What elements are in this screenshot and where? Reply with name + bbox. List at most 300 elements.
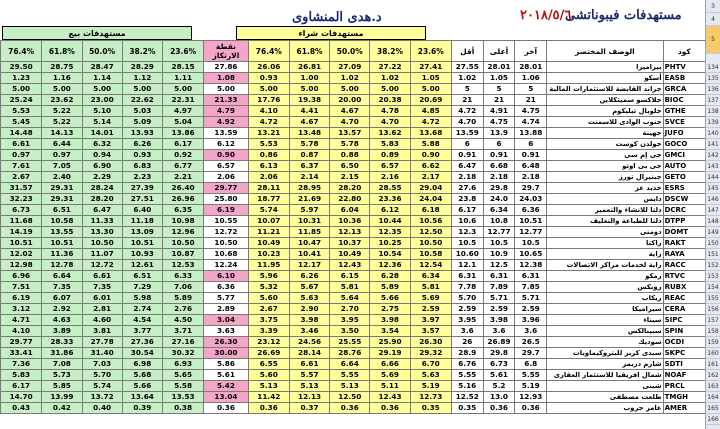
cell-code[interactable]: NOAF — [663, 370, 705, 381]
cell-buy-23[interactable]: 13.68 — [410, 128, 451, 139]
cell-sell-23[interactable]: 0.38 — [162, 403, 203, 414]
cell-buy-50[interactable]: 6.15 — [330, 271, 370, 282]
cell-buy-23[interactable]: 5.88 — [410, 139, 451, 150]
cell-sell-50[interactable]: 12.72 — [82, 260, 122, 271]
cell-buy-61[interactable]: 2.90 — [289, 304, 329, 315]
cell-buy-38[interactable]: 5.83 — [370, 139, 410, 150]
cell-buy-76[interactable]: 17.76 — [248, 95, 289, 106]
cell-sell-50[interactable]: 6.01 — [82, 293, 122, 304]
cell-pivot[interactable]: 26.30 — [204, 337, 248, 348]
table-row[interactable] — [1, 194, 706, 205]
cell-sell-38[interactable]: 13.64 — [122, 392, 162, 403]
table-row[interactable] — [1, 150, 706, 161]
cell-sell-23[interactable]: 6.17 — [162, 139, 203, 150]
cell-buy-50[interactable]: 28.20 — [330, 183, 370, 194]
cell-description[interactable]: راية — [547, 249, 663, 260]
cell-high[interactable]: 13.9 — [483, 128, 515, 139]
cell-sell-23[interactable]: 5.00 — [162, 84, 203, 95]
cell-high[interactable]: 10.9 — [483, 249, 515, 260]
cell-buy-76[interactable]: 3.75 — [248, 315, 289, 326]
row-number[interactable]: 159 — [707, 339, 719, 346]
cell-buy-50[interactable]: 0.36 — [330, 403, 370, 414]
cell-buy-38[interactable]: 3.98 — [370, 315, 410, 326]
cell-buy-38[interactable]: 10.25 — [370, 238, 410, 249]
cell-code[interactable]: GETO — [663, 172, 705, 183]
cell-buy-23[interactable]: 26.30 — [410, 337, 451, 348]
cell-buy-76[interactable]: 10.07 — [248, 216, 289, 227]
cell-buy-23[interactable]: 27.41 — [410, 62, 451, 73]
cell-buy-23[interactable]: 2.59 — [410, 304, 451, 315]
cell-low[interactable]: 5.55 — [451, 370, 483, 381]
cell-buy-61[interactable]: 5.67 — [289, 282, 329, 293]
cell-high[interactable]: 7.89 — [483, 282, 515, 293]
cell-buy-76[interactable]: 5.96 — [248, 271, 289, 282]
cell-buy-50[interactable]: 6.50 — [330, 161, 370, 172]
cell-code[interactable]: RTVC — [663, 271, 705, 282]
cell-sell-61[interactable]: 10.58 — [42, 216, 82, 227]
cell-buy-38[interactable]: 6.12 — [370, 205, 410, 216]
cell-last[interactable]: 12.38 — [515, 260, 547, 271]
cell-buy-61[interactable]: 10.47 — [289, 238, 329, 249]
cell-description[interactable]: جى بى اوتو — [547, 161, 663, 172]
cell-buy-61[interactable]: 12.17 — [289, 260, 329, 271]
table-row[interactable] — [1, 282, 706, 293]
cell-buy-38[interactable]: 0.36 — [370, 403, 410, 414]
cell-low[interactable]: 27.55 — [451, 62, 483, 73]
cell-buy-50[interactable]: 6.64 — [330, 359, 370, 370]
table-row[interactable] — [1, 359, 706, 370]
table-row[interactable] — [1, 337, 706, 348]
cell-buy-38[interactable]: 13.62 — [370, 128, 410, 139]
cell-sell-76[interactable]: 0.43 — [1, 403, 42, 414]
cell-buy-61[interactable]: 12.13 — [289, 392, 329, 403]
cell-sell-23[interactable]: 27.16 — [162, 337, 203, 348]
row-number[interactable]: 164 — [707, 394, 719, 401]
table-row[interactable] — [1, 205, 706, 216]
row-number[interactable]: 161 — [707, 361, 719, 368]
cell-sell-23[interactable]: 3.71 — [162, 326, 203, 337]
cell-pivot[interactable]: 30.00 — [204, 348, 248, 359]
cell-buy-38[interactable]: 10.54 — [370, 249, 410, 260]
cell-sell-61[interactable]: 7.05 — [42, 161, 82, 172]
cell-sell-50[interactable]: 28.47 — [82, 62, 122, 73]
cell-buy-38[interactable]: 12.43 — [370, 392, 410, 403]
cell-buy-50[interactable]: 3.95 — [330, 315, 370, 326]
cell-high[interactable]: 26.89 — [483, 337, 515, 348]
cell-sell-38[interactable]: 7.29 — [122, 282, 162, 293]
cell-description[interactable]: شينى — [547, 381, 663, 392]
cell-sell-76[interactable]: 3.12 — [1, 304, 42, 315]
cell-code[interactable]: DCRC — [663, 205, 705, 216]
row-number[interactable]: 134 — [707, 64, 719, 71]
cell-sell-23[interactable]: 13.86 — [162, 128, 203, 139]
cell-buy-76[interactable]: 10.23 — [248, 249, 289, 260]
cell-buy-61[interactable]: 10.41 — [289, 249, 329, 260]
cell-code[interactable]: AUTO — [663, 161, 705, 172]
cell-sell-23[interactable]: 12.96 — [162, 227, 203, 238]
cell-buy-76[interactable]: 2.06 — [248, 172, 289, 183]
cell-buy-76[interactable]: 0.93 — [248, 73, 289, 84]
cell-buy-61[interactable]: 3.46 — [289, 326, 329, 337]
row-number[interactable]: 136 — [707, 86, 719, 93]
cell-buy-50[interactable]: 5.64 — [330, 293, 370, 304]
table-row[interactable] — [1, 370, 706, 381]
cell-last[interactable]: 4.75 — [515, 106, 547, 117]
cell-buy-50[interactable]: 22.80 — [330, 194, 370, 205]
row-number[interactable]: 154 — [707, 284, 719, 291]
cell-sell-38[interactable]: 5.03 — [122, 106, 162, 117]
cell-sell-76[interactable]: 2.67 — [1, 172, 42, 183]
cell-sell-23[interactable]: 5.65 — [162, 370, 203, 381]
cell-code[interactable]: TMGH — [663, 392, 705, 403]
table-row[interactable] — [1, 381, 706, 392]
row-number[interactable]: 148 — [707, 218, 719, 225]
cell-buy-23[interactable]: 3.57 — [410, 326, 451, 337]
cell-sell-50[interactable]: 31.40 — [82, 348, 122, 359]
cell-low[interactable]: 12.3 — [451, 227, 483, 238]
cell-buy-76[interactable]: 5.60 — [248, 370, 289, 381]
cell-code[interactable]: PHTV — [663, 62, 705, 73]
cell-buy-76[interactable]: 13.21 — [248, 128, 289, 139]
table-row[interactable] — [1, 183, 706, 194]
cell-buy-38[interactable]: 0.89 — [370, 150, 410, 161]
cell-buy-50[interactable]: 5.55 — [330, 370, 370, 381]
cell-sell-50[interactable]: 2.81 — [82, 304, 122, 315]
cell-pivot[interactable]: 13.04 — [204, 392, 248, 403]
cell-buy-76[interactable]: 4.10 — [248, 106, 289, 117]
table-row[interactable] — [1, 392, 706, 403]
cell-buy-61[interactable]: 4.67 — [289, 117, 329, 128]
cell-buy-50[interactable]: 3.50 — [330, 326, 370, 337]
cell-buy-76[interactable]: 3.39 — [248, 326, 289, 337]
cell-sell-50[interactable]: 11.33 — [82, 216, 122, 227]
cell-sell-50[interactable]: 5.74 — [82, 381, 122, 392]
table-row[interactable] — [1, 304, 706, 315]
cell-code[interactable]: CERA — [663, 304, 705, 315]
cell-sell-76[interactable]: 33.41 — [1, 348, 42, 359]
cell-code[interactable]: RACC — [663, 260, 705, 271]
cell-code[interactable]: ESRS — [663, 183, 705, 194]
table-row[interactable] — [1, 128, 706, 139]
table-row[interactable] — [1, 73, 706, 84]
cell-sell-61[interactable]: 23.62 — [42, 95, 82, 106]
cell-code[interactable]: DSCW — [663, 194, 705, 205]
cell-pivot[interactable]: 25.80 — [204, 194, 248, 205]
cell-sell-50[interactable]: 0.40 — [82, 403, 122, 414]
cell-low[interactable]: 21 — [451, 95, 483, 106]
cell-last[interactable]: 29.7 — [515, 183, 547, 194]
cell-description[interactable]: رمكو — [547, 271, 663, 282]
cell-buy-38[interactable]: 5.00 — [370, 84, 410, 95]
cell-sell-38[interactable]: 6.40 — [122, 205, 162, 216]
cell-sell-76[interactable]: 5.45 — [1, 117, 42, 128]
cell-sell-61[interactable]: 3.89 — [42, 326, 82, 337]
cell-buy-23[interactable]: 5.00 — [410, 84, 451, 95]
cell-low[interactable]: 3.95 — [451, 315, 483, 326]
cell-low[interactable]: 2.59 — [451, 304, 483, 315]
cell-sell-61[interactable]: 6.51 — [42, 205, 82, 216]
table-row[interactable] — [1, 249, 706, 260]
cell-buy-76[interactable]: 6.13 — [248, 161, 289, 172]
cell-buy-61[interactable]: 11.85 — [289, 227, 329, 238]
cell-last[interactable]: 4.74 — [515, 117, 547, 128]
cell-buy-23[interactable]: 12.54 — [410, 260, 451, 271]
table-row[interactable] — [1, 293, 706, 304]
cell-sell-61[interactable]: 5.00 — [42, 84, 82, 95]
row-number[interactable]: 137 — [707, 97, 719, 104]
cell-high[interactable]: 12.77 — [483, 227, 515, 238]
cell-pivot[interactable]: 5.77 — [204, 293, 248, 304]
cell-pivot[interactable]: 3.63 — [204, 326, 248, 337]
cell-description[interactable]: جهينة — [547, 128, 663, 139]
cell-pivot[interactable]: 10.50 — [204, 238, 248, 249]
row-number[interactable]: 158 — [707, 328, 719, 335]
cell-sell-76[interactable]: 14.48 — [1, 128, 42, 139]
cell-last[interactable]: 29.7 — [515, 348, 547, 359]
cell-description[interactable]: دومتى — [547, 227, 663, 238]
cell-buy-61[interactable]: 5.97 — [289, 205, 329, 216]
cell-low[interactable]: 6.76 — [451, 359, 483, 370]
cell-sell-38[interactable]: 10.51 — [122, 238, 162, 249]
cell-description[interactable]: دلتا للانشاء والتعمير — [547, 205, 663, 216]
table-row[interactable] — [1, 106, 706, 117]
table-row[interactable] — [1, 238, 706, 249]
cell-last[interactable]: 3.6 — [515, 326, 547, 337]
cell-code[interactable]: GOCO — [663, 139, 705, 150]
cell-code[interactable]: SPIN — [663, 326, 705, 337]
cell-sell-23[interactable]: 28.15 — [162, 62, 203, 73]
cell-pivot[interactable]: 1.08 — [204, 73, 248, 84]
cell-buy-61[interactable]: 0.37 — [289, 403, 329, 414]
cell-low[interactable]: 2.18 — [451, 172, 483, 183]
cell-sell-38[interactable]: 5.09 — [122, 117, 162, 128]
cell-sell-50[interactable]: 5.00 — [82, 84, 122, 95]
cell-buy-50[interactable]: 10.49 — [330, 249, 370, 260]
cell-sell-76[interactable]: 7.51 — [1, 282, 42, 293]
cell-sell-50[interactable]: 7.03 — [82, 359, 122, 370]
cell-sell-76[interactable]: 6.61 — [1, 139, 42, 150]
cell-sell-50[interactable]: 14.01 — [82, 128, 122, 139]
cell-sell-50[interactable]: 23.00 — [82, 95, 122, 106]
cell-sell-61[interactable]: 28.75 — [42, 62, 82, 73]
cell-buy-38[interactable]: 6.66 — [370, 359, 410, 370]
cell-high[interactable]: 6.34 — [483, 205, 515, 216]
cell-sell-76[interactable]: 29.77 — [1, 337, 42, 348]
cell-last[interactable]: 2.59 — [515, 304, 547, 315]
cell-sell-61[interactable]: 5.73 — [42, 370, 82, 381]
cell-buy-61[interactable]: 6.37 — [289, 161, 329, 172]
cell-buy-50[interactable]: 5.00 — [330, 84, 370, 95]
cell-last[interactable]: 28.01 — [515, 62, 547, 73]
cell-high[interactable]: 5.61 — [483, 370, 515, 381]
cell-sell-76[interactable]: 5.83 — [1, 370, 42, 381]
row-number[interactable]: 135 — [707, 75, 719, 82]
row-number[interactable]: 153 — [707, 273, 719, 280]
cell-buy-38[interactable]: 25.90 — [370, 337, 410, 348]
row-number[interactable]: 145 — [707, 185, 719, 192]
cell-last[interactable]: 6.8 — [515, 359, 547, 370]
cell-buy-50[interactable]: 12.13 — [330, 227, 370, 238]
cell-code[interactable]: DTPP — [663, 216, 705, 227]
cell-sell-61[interactable]: 11.36 — [42, 249, 82, 260]
cell-code[interactable]: GTHE — [663, 106, 705, 117]
cell-sell-38[interactable]: 6.83 — [122, 161, 162, 172]
cell-last[interactable]: 10.65 — [515, 249, 547, 260]
cell-buy-23[interactable]: 6.18 — [410, 205, 451, 216]
cell-buy-50[interactable]: 5.13 — [330, 381, 370, 392]
cell-pivot[interactable]: 5.86 — [204, 359, 248, 370]
cell-last[interactable]: 12.77 — [515, 227, 547, 238]
cell-buy-76[interactable]: 18.77 — [248, 194, 289, 205]
cell-buy-38[interactable]: 6.57 — [370, 161, 410, 172]
cell-low[interactable]: 3.6 — [451, 326, 483, 337]
table-row[interactable] — [1, 260, 706, 271]
cell-sell-50[interactable]: 10.50 — [82, 238, 122, 249]
cell-buy-50[interactable]: 10.37 — [330, 238, 370, 249]
cell-buy-61[interactable]: 5.63 — [289, 293, 329, 304]
cell-sell-50[interactable]: 13.30 — [82, 227, 122, 238]
cell-low[interactable]: 5.16 — [451, 381, 483, 392]
cell-buy-61[interactable]: 26.81 — [289, 62, 329, 73]
cell-pivot[interactable]: 2.89 — [204, 304, 248, 315]
cell-sell-61[interactable]: 7.35 — [42, 282, 82, 293]
cell-sell-23[interactable]: 5.89 — [162, 293, 203, 304]
cell-buy-50[interactable]: 1.02 — [330, 73, 370, 84]
cell-sell-23[interactable]: 10.87 — [162, 249, 203, 260]
cell-pivot[interactable]: 4.92 — [204, 117, 248, 128]
cell-pivot[interactable]: 0.36 — [204, 403, 248, 414]
cell-sell-76[interactable]: 0.97 — [1, 150, 42, 161]
cell-sell-23[interactable]: 4.97 — [162, 106, 203, 117]
cell-buy-76[interactable]: 11.21 — [248, 227, 289, 238]
cell-buy-38[interactable]: 2.75 — [370, 304, 410, 315]
cell-pivot[interactable]: 21.33 — [204, 95, 248, 106]
cell-buy-23[interactable]: 6.34 — [410, 271, 451, 282]
cell-buy-76[interactable]: 23.12 — [248, 337, 289, 348]
row-number[interactable]: 163 — [707, 383, 719, 390]
cell-description[interactable]: راكتا — [547, 238, 663, 249]
cell-pivot[interactable]: 6.36 — [204, 282, 248, 293]
row-number[interactable]: 139 — [707, 119, 719, 126]
cell-buy-61[interactable]: 24.56 — [289, 337, 329, 348]
cell-sell-61[interactable]: 29.31 — [42, 183, 82, 194]
cell-pivot[interactable]: 6.10 — [204, 271, 248, 282]
cell-sell-61[interactable]: 0.97 — [42, 150, 82, 161]
cell-pivot[interactable]: 12.72 — [204, 227, 248, 238]
cell-buy-23[interactable]: 2.17 — [410, 172, 451, 183]
cell-buy-61[interactable]: 28.14 — [289, 348, 329, 359]
cell-buy-23[interactable]: 5.19 — [410, 381, 451, 392]
cell-sell-50[interactable]: 11.07 — [82, 249, 122, 260]
cell-buy-61[interactable]: 10.31 — [289, 216, 329, 227]
cell-description[interactable]: سيناء — [547, 315, 663, 326]
cell-sell-61[interactable]: 7.08 — [42, 359, 82, 370]
cell-sell-23[interactable]: 5.58 — [162, 381, 203, 392]
cell-description[interactable]: جينيرال تورز — [547, 172, 663, 183]
cell-buy-38[interactable]: 12.36 — [370, 260, 410, 271]
cell-last[interactable]: 0.36 — [515, 403, 547, 414]
cell-sell-76[interactable]: 12.98 — [1, 260, 42, 271]
cell-sell-23[interactable]: 2.21 — [162, 172, 203, 183]
cell-high[interactable]: 5.2 — [483, 381, 515, 392]
cell-sell-61[interactable]: 0.42 — [42, 403, 82, 414]
cell-buy-38[interactable]: 1.02 — [370, 73, 410, 84]
cell-sell-61[interactable]: 6.44 — [42, 139, 82, 150]
cell-buy-50[interactable]: 28.76 — [330, 348, 370, 359]
table-row[interactable] — [1, 172, 706, 183]
cell-last[interactable]: 7.85 — [515, 282, 547, 293]
cell-buy-38[interactable]: 6.28 — [370, 271, 410, 282]
cell-sell-23[interactable]: 2.76 — [162, 304, 203, 315]
cell-buy-76[interactable]: 26.06 — [248, 62, 289, 73]
cell-buy-76[interactable]: 5.60 — [248, 293, 289, 304]
cell-high[interactable]: 6 — [483, 139, 515, 150]
cell-sell-38[interactable]: 10.93 — [122, 249, 162, 260]
cell-sell-61[interactable]: 29.31 — [42, 194, 82, 205]
cell-sell-38[interactable]: 30.54 — [122, 348, 162, 359]
cell-pivot[interactable]: 5.00 — [204, 84, 248, 95]
cell-buy-23[interactable]: 10.58 — [410, 249, 451, 260]
cell-buy-76[interactable]: 5.00 — [248, 84, 289, 95]
cell-description[interactable]: جنوب الوادى للاسمنت — [547, 117, 663, 128]
cell-pivot[interactable]: 27.86 — [204, 62, 248, 73]
cell-sell-38[interactable]: 22.62 — [122, 95, 162, 106]
cell-sell-23[interactable]: 5.04 — [162, 117, 203, 128]
cell-high[interactable]: 29.8 — [483, 348, 515, 359]
cell-description[interactable]: جلاكسو سميثكلاين — [547, 95, 663, 106]
cell-buy-76[interactable]: 4.72 — [248, 117, 289, 128]
cell-sell-38[interactable]: 28.29 — [122, 62, 162, 73]
cell-low[interactable]: 23.8 — [451, 194, 483, 205]
row-number[interactable]: 142 — [707, 152, 719, 159]
cell-sell-61[interactable]: 31.86 — [42, 348, 82, 359]
cell-buy-50[interactable]: 25.55 — [330, 337, 370, 348]
cell-sell-61[interactable]: 5.22 — [42, 117, 82, 128]
cell-last[interactable]: 5.71 — [515, 293, 547, 304]
cell-low[interactable]: 6.31 — [451, 271, 483, 282]
cell-buy-23[interactable]: 4.85 — [410, 106, 451, 117]
cell-buy-23[interactable]: 10.50 — [410, 238, 451, 249]
row-number[interactable]: 152 — [707, 262, 719, 269]
cell-description[interactable]: جلوبال تيليكوم — [547, 106, 663, 117]
cell-high[interactable]: 3.6 — [483, 326, 515, 337]
table-row[interactable] — [1, 139, 706, 150]
cell-high[interactable]: 0.36 — [483, 403, 515, 414]
cell-description[interactable]: طلعت مصطفى — [547, 392, 663, 403]
cell-buy-50[interactable]: 5.81 — [330, 282, 370, 293]
cell-high[interactable]: 2.59 — [483, 304, 515, 315]
cell-buy-38[interactable]: 20.38 — [370, 95, 410, 106]
row-number[interactable]: 147 — [707, 207, 719, 214]
cell-low[interactable]: 12.1 — [451, 260, 483, 271]
cell-sell-23[interactable]: 6.35 — [162, 205, 203, 216]
cell-low[interactable]: 6.47 — [451, 161, 483, 172]
table-row[interactable] — [1, 326, 706, 337]
cell-code[interactable]: JUFO — [663, 128, 705, 139]
cell-sell-38[interactable]: 5.68 — [122, 370, 162, 381]
cell-pivot[interactable]: 5.42 — [204, 381, 248, 392]
table-row[interactable] — [1, 161, 706, 172]
cell-description[interactable]: روبكس — [547, 282, 663, 293]
cell-sell-38[interactable]: 5.66 — [122, 381, 162, 392]
cell-code[interactable]: REAC — [663, 293, 705, 304]
cell-high[interactable]: 0.91 — [483, 150, 515, 161]
cell-sell-76[interactable]: 10.51 — [1, 238, 42, 249]
cell-last[interactable]: 26.5 — [515, 337, 547, 348]
cell-buy-50[interactable]: 2.70 — [330, 304, 370, 315]
cell-low[interactable]: 6 — [451, 139, 483, 150]
cell-buy-61[interactable]: 5.78 — [289, 139, 329, 150]
